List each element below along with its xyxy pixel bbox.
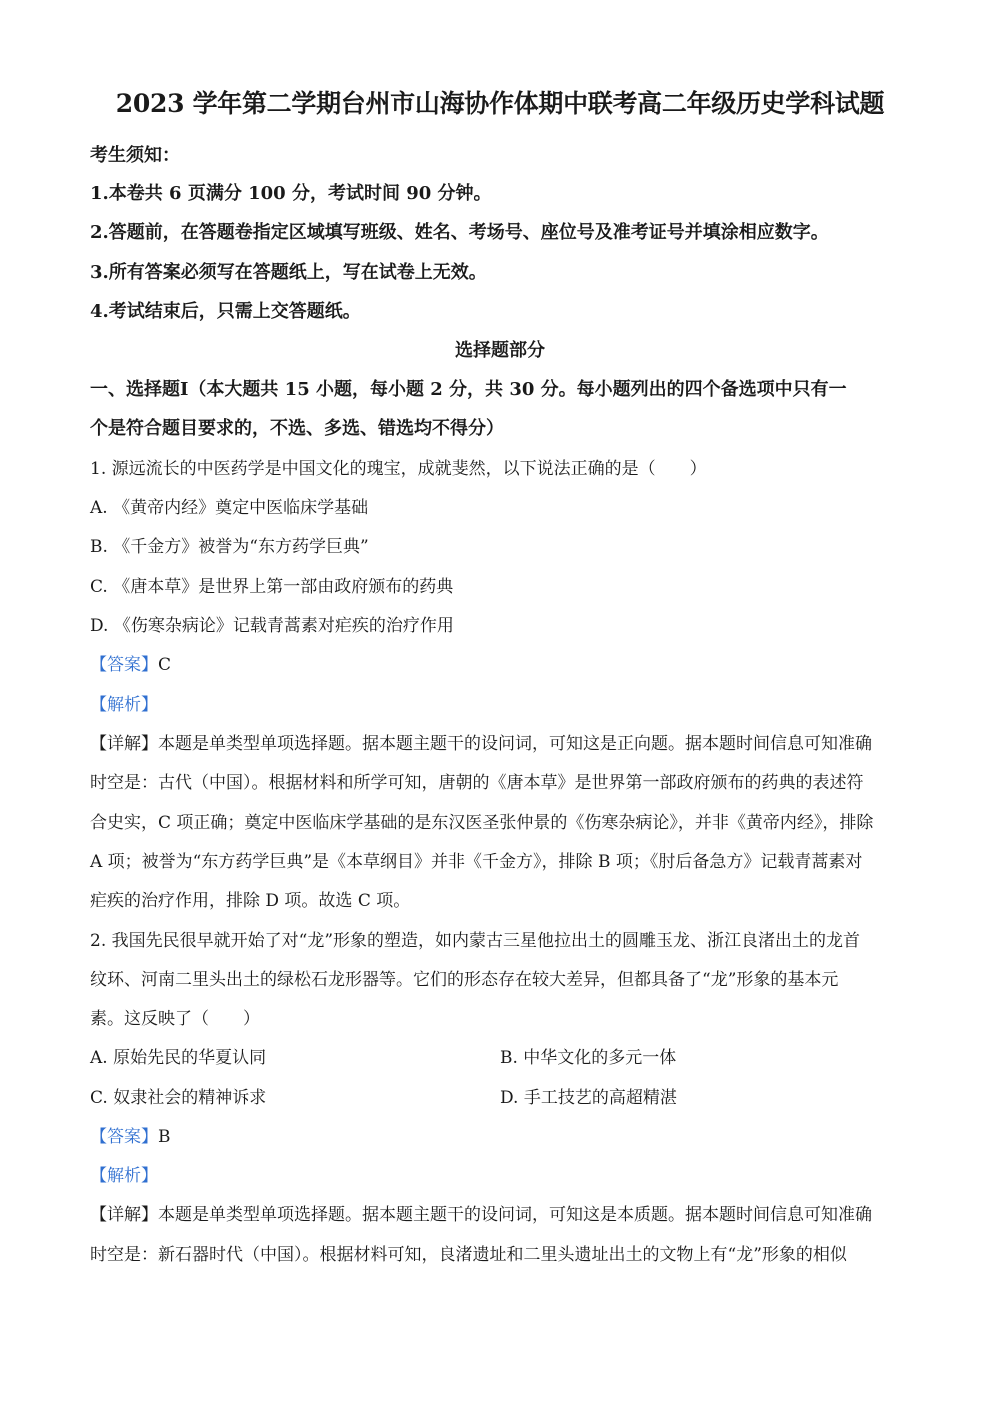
q2-answer [90, 1122, 171, 1147]
q2-option-c: C. 奴隶社会的精神诉求 [90, 1088, 267, 1108]
q2-option-d: D. 手工技艺的高超精湛 [500, 1088, 677, 1108]
q1-detail-line-5: 疟疾的治疗作用，排除 D 项。故选 C 项。 [90, 891, 411, 911]
q1-detail-line-2: 时空是：古代（中国）。根据材料和所学可知，唐朝的《唐本草》是世界第一部政府颁布的药典的表述符 [90, 773, 864, 793]
q1-detail-line-3: 合史实，C 项正确；奠定中医临床学基础的是东汉医圣张仲景的《伤寒杂病论》，并非《黄帝内经》，排除 [90, 813, 874, 833]
q2-stem-line-2: 纹环、河南二里头出土的绿松石龙形器等。它们的形态存在较大差异，但都具备了“龙”形象的基本元 [90, 970, 839, 990]
q2-stem-line-1: 2. 我国先民很早就开始了对“龙”形象的塑造，如内蒙古三星他拉出土的圆雕玉龙、浙江良渚出土的龙首 [90, 931, 861, 951]
section-heading-line-2: 个是符合题目要求的，不选、多选、错选均不得分） [90, 418, 504, 439]
section-heading-line-1: 一、选择题Ⅰ（本大题共 15 小题，每小题 2 分，共 30 分。每小题列出的四个备选项中只有一 [90, 379, 847, 400]
q2-answer-value: B [158, 1127, 171, 1147]
q1-detail-line-4: A 项；被誉为“东方药学巨典”是《本草纲目》并非《千金方》，排除 B 项；《肘后备急方》记载青蒿素对 [90, 852, 863, 872]
q1-detail-text: 本题是单类型单项选择题。据本题主题干的设问词，可知这是正向题。据本题时间信息可知准确 [158, 734, 872, 754]
answer-tag: 【答案】 [90, 655, 158, 675]
q1-option-d: D. 《伤寒杂病论》记载青蒿素对疟疾的治疗作用 [90, 616, 454, 636]
part-title: 选择题部分 [455, 340, 545, 361]
q1-detail-line-1 [90, 729, 872, 754]
q1-analysis-tag: 【解析】 [90, 695, 158, 715]
notice-item-1: 1.本卷共 6 页满分 100 分，考试时间 90 分钟。 [90, 183, 492, 204]
q1-answer-value: C [158, 655, 172, 675]
q1-option-a: A. 《黄帝内经》奠定中医临床学基础 [90, 498, 369, 518]
q2-option-a: A. 原始先民的华夏认同 [90, 1048, 267, 1068]
answer-tag: 【答案】 [90, 1127, 158, 1147]
detail-tag: 【详解】 [90, 734, 158, 754]
q2-detail-line-1 [90, 1200, 872, 1225]
q2-stem-line-3: 素。这反映了（ ） [90, 1009, 260, 1029]
q2-option-b: B. 中华文化的多元一体 [500, 1048, 677, 1068]
q1-option-c: C. 《唐本草》是世界上第一部由政府颁布的药典 [90, 577, 454, 597]
q1-option-b: B. 《千金方》被誉为“东方药学巨典” [90, 537, 369, 557]
q1-stem: 1. 源远流长的中医药学是中国文化的瑰宝，成就斐然，以下说法正确的是（ ） [90, 459, 707, 479]
q1-answer [90, 650, 171, 675]
detail-tag: 【详解】 [90, 1205, 158, 1225]
q2-detail-text: 本题是单类型单项选择题。据本题主题干的设问词，可知这是本质题。据本题时间信息可知准确 [158, 1205, 872, 1225]
notice-heading: 考生须知： [90, 145, 180, 166]
q2-analysis-tag: 【解析】 [90, 1166, 158, 1186]
exam-title: 2023 学年第二学期台州市山海协作体期中联考高二年级历史学科试题 [115, 89, 885, 118]
q2-detail-line-2: 时空是：新石器时代（中国）。根据材料可知，良渚遗址和二里头遗址出土的文物上有“龙”形象的相似 [90, 1245, 847, 1265]
notice-item-4: 4.考试结束后，只需上交答题纸。 [90, 301, 361, 322]
notice-item-3: 3.所有答案必须写在答题纸上，写在试卷上无效。 [90, 262, 487, 283]
notice-item-2: 2.答题前，在答题卷指定区域填写班级、姓名、考场号、座位号及准考证号并填涂相应数字。 [90, 222, 829, 243]
